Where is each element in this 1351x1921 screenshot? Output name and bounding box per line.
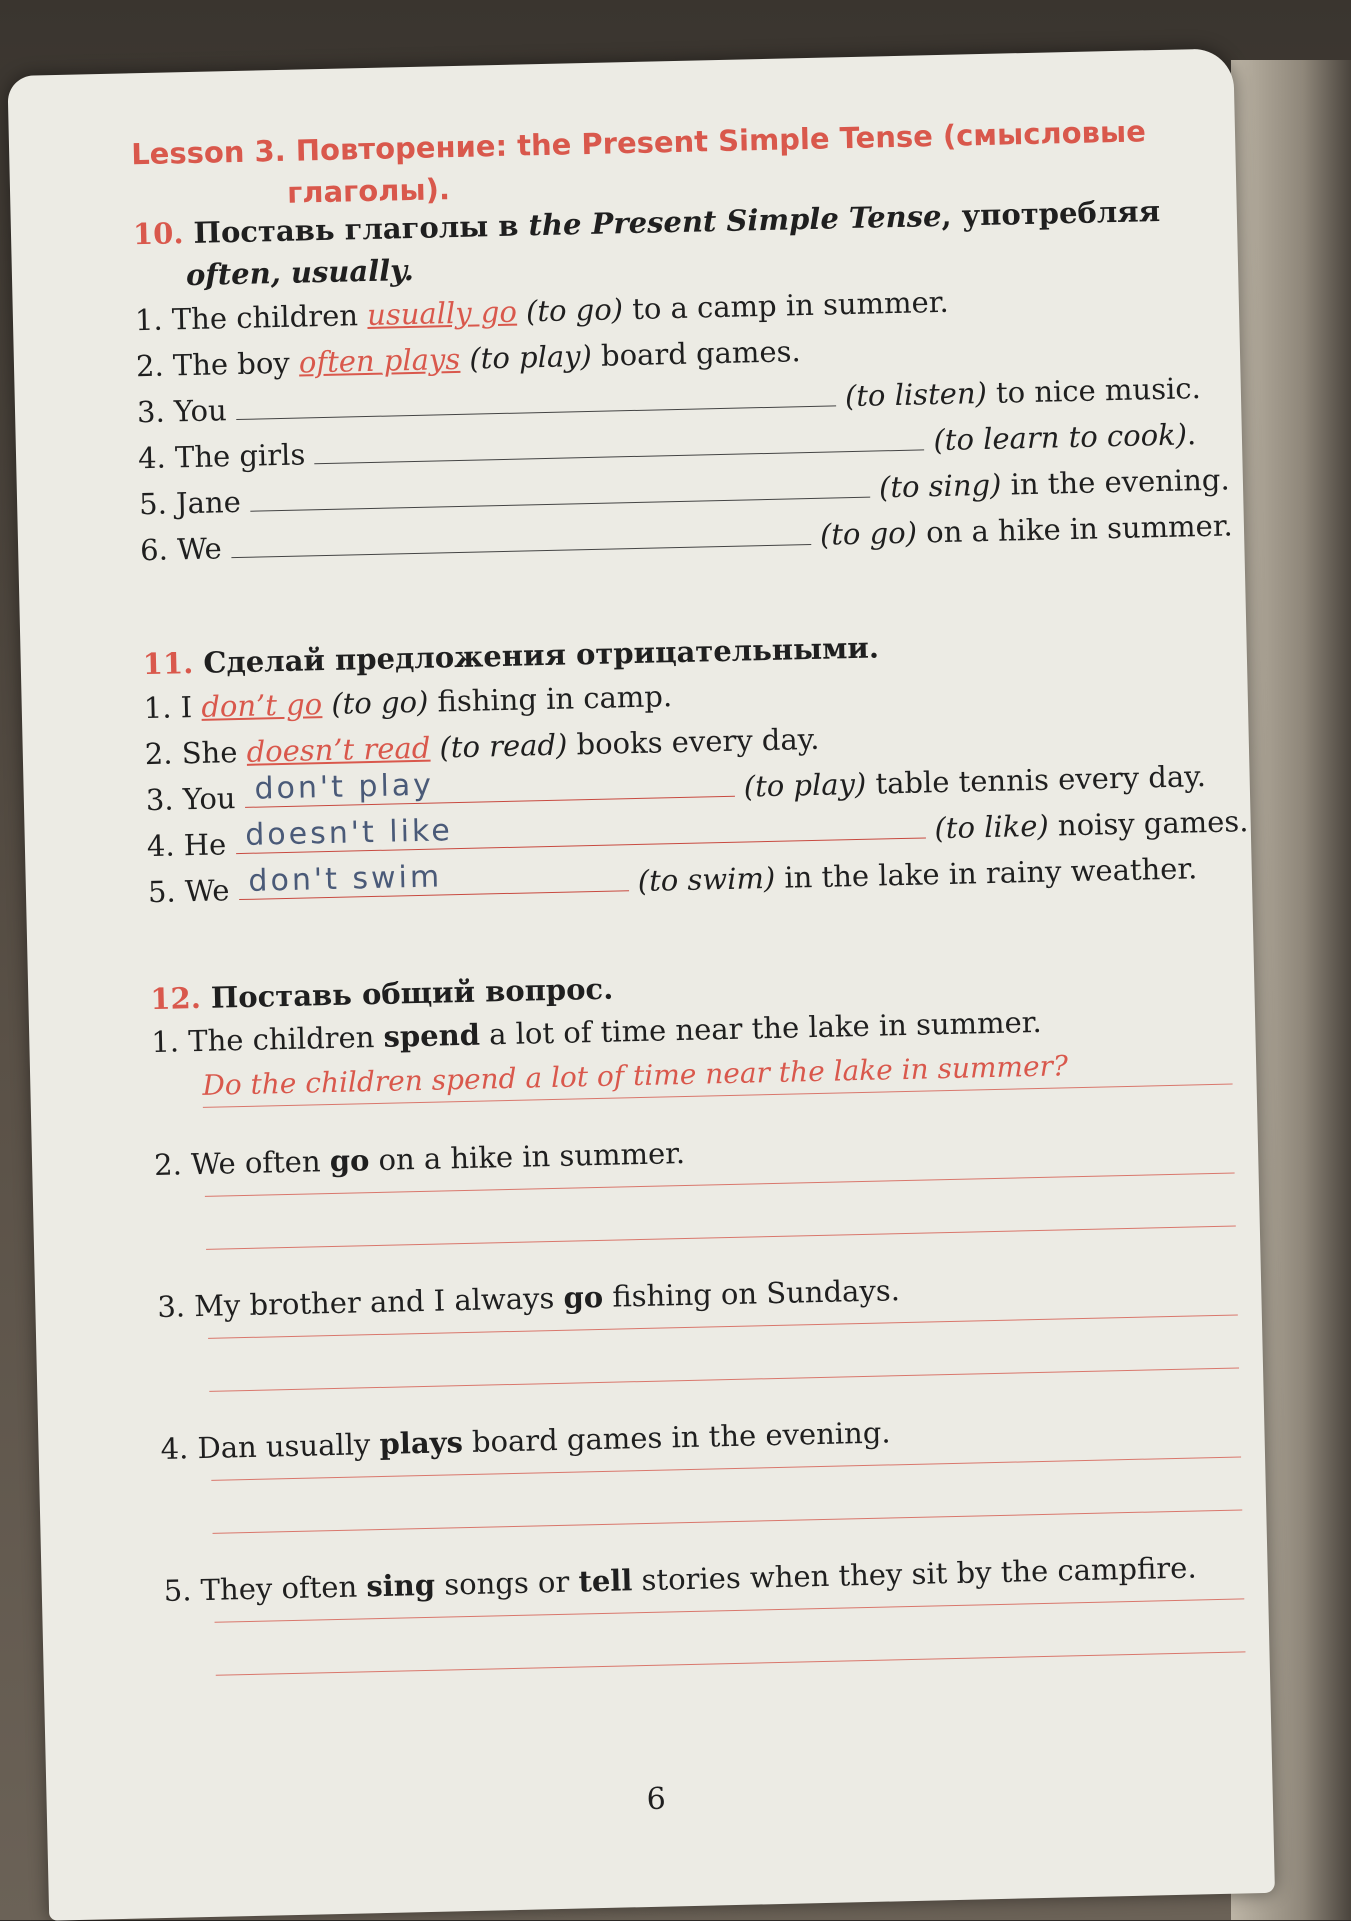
key-verb: spend: [383, 1017, 481, 1054]
item-number: 6.: [139, 532, 169, 568]
handwritten-answer: doesn't like: [244, 813, 454, 853]
answer-blank[interactable]: [230, 516, 811, 558]
question-item: [154, 1118, 1246, 1251]
sentence-text: a lot of time near the lake in summer.: [479, 1004, 1042, 1052]
filled-answer: usually go: [366, 294, 518, 332]
verb-hint: (to listen): [844, 375, 988, 414]
item-rest: in the lake in rainy weather.: [784, 851, 1198, 895]
item-number: 5.: [163, 1573, 192, 1608]
verb-hint: (to go): [525, 292, 624, 329]
item-subject: The children: [171, 298, 359, 337]
question-item: [157, 1260, 1249, 1393]
sentence-text: fishing on Sundays.: [602, 1273, 901, 1314]
verb-hint: (to swim): [637, 860, 776, 898]
item-subject: You: [182, 781, 236, 817]
verb-hint: (to go): [819, 515, 918, 552]
item-number: 2.: [144, 736, 173, 772]
filled-answer: Do the children spend a lot of time near the lake in summer?: [201, 1049, 1069, 1102]
lesson-title-line2: глаголы).: [286, 172, 451, 210]
sentence-text: stories when they sit by the campfire.: [631, 1550, 1197, 1598]
page-number: 6: [646, 1781, 667, 1818]
item-rest: noisy games.: [1057, 804, 1249, 843]
item-number: 4.: [146, 828, 175, 864]
item-number: 1.: [150, 1024, 180, 1060]
sentence-text: Dan usually: [197, 1427, 380, 1466]
item-subject: He: [183, 827, 227, 863]
item-rest: to a camp in summer.: [631, 284, 949, 326]
instruction-text: Поставь общий вопрос.: [210, 971, 614, 1015]
item-subject: The girls: [174, 437, 306, 475]
item-number: 3.: [145, 782, 174, 818]
verb-hint: (to play): [469, 338, 593, 376]
sentence-text: We often: [190, 1144, 331, 1182]
item-rest: board games.: [600, 334, 801, 373]
verb-hint: (to sing): [878, 467, 1002, 505]
item-subject: We: [176, 531, 223, 567]
item-rest: .: [1186, 417, 1197, 452]
sentence-text: They often: [200, 1569, 367, 1608]
filled-answer: don’t go: [200, 687, 323, 724]
item-rest: in the evening.: [1010, 462, 1230, 502]
item-rest: books every day.: [576, 721, 820, 762]
key-verb: plays: [379, 1425, 464, 1462]
filled-answer: often plays: [298, 341, 461, 380]
key-verb: go: [563, 1279, 604, 1315]
instruction-line2: often, usually.: [185, 252, 415, 293]
exercise-number: 12.: [150, 980, 202, 1017]
handwritten-answer: don't play: [254, 767, 435, 807]
sentence-text: on a hike in summer.: [368, 1136, 686, 1178]
exercise-12: [150, 953, 1256, 1711]
instruction-text: Поставь глаголы в: [193, 208, 529, 250]
item-number: 2.: [135, 348, 165, 384]
verb-hint: (to read): [439, 727, 568, 765]
item-subject: You: [173, 393, 228, 429]
question-item: [160, 1402, 1252, 1535]
sentence-text: The children: [187, 1019, 384, 1059]
key-verb: tell: [578, 1563, 633, 1599]
item-rest: on a hike in summer.: [925, 508, 1234, 550]
item-rest: to nice music.: [995, 371, 1202, 410]
item-number: 3.: [136, 394, 166, 430]
key-verb: go: [329, 1143, 370, 1179]
item-subject: She: [181, 735, 238, 771]
filled-answer: doesn’t read: [246, 730, 431, 769]
item-number: 1.: [143, 690, 172, 726]
exercise-number: 11.: [142, 646, 194, 682]
sentence-text: board games in the evening.: [462, 1415, 891, 1460]
verb-hint: (to like): [934, 808, 1050, 846]
lesson-title-line1: Lesson 3. Повторение: the Present Simple Tense (смысловые: [130, 114, 1147, 172]
item-rest: table tennis every day.: [875, 759, 1207, 801]
verb-hint: (to go): [330, 684, 429, 721]
answer-blank[interactable]: [235, 809, 925, 854]
answer-blank[interactable]: [244, 768, 735, 808]
exercise-10: [132, 189, 1234, 574]
item-subject: Jane: [175, 484, 242, 521]
item-number: 2.: [153, 1147, 183, 1183]
item-number: 4.: [137, 440, 167, 476]
item-number: 4.: [160, 1431, 189, 1466]
item-subject: The boy: [172, 345, 291, 383]
item-number: 1.: [134, 302, 164, 338]
sentence-text: My brother and I always: [193, 1280, 564, 1324]
item-number: 5.: [147, 874, 177, 910]
item-subject: We: [184, 873, 230, 909]
exercise-11: [142, 618, 1249, 915]
exercise-number: 10.: [132, 216, 184, 252]
item-rest: fishing in camp.: [437, 679, 673, 719]
item-subject: I: [180, 690, 193, 725]
item-number: 3.: [156, 1289, 186, 1325]
workbook-page: [7, 48, 1275, 1920]
question-item: [163, 1544, 1255, 1677]
instruction-text: Сделай предложения отрицательными.: [202, 630, 880, 680]
handwritten-answer: don't swim: [248, 859, 443, 899]
key-verb: sing: [365, 1567, 436, 1604]
answer-blank[interactable]: [238, 859, 629, 900]
verb-hint: (to play): [743, 766, 867, 804]
instruction-text: , употребляя: [941, 193, 1161, 233]
sentence-text: songs or: [434, 1564, 579, 1602]
verb-hint: (to learn to cook): [933, 417, 1188, 458]
item-number: 5.: [138, 486, 168, 522]
instruction-emphasis: the Present Simple Tense: [528, 198, 942, 243]
